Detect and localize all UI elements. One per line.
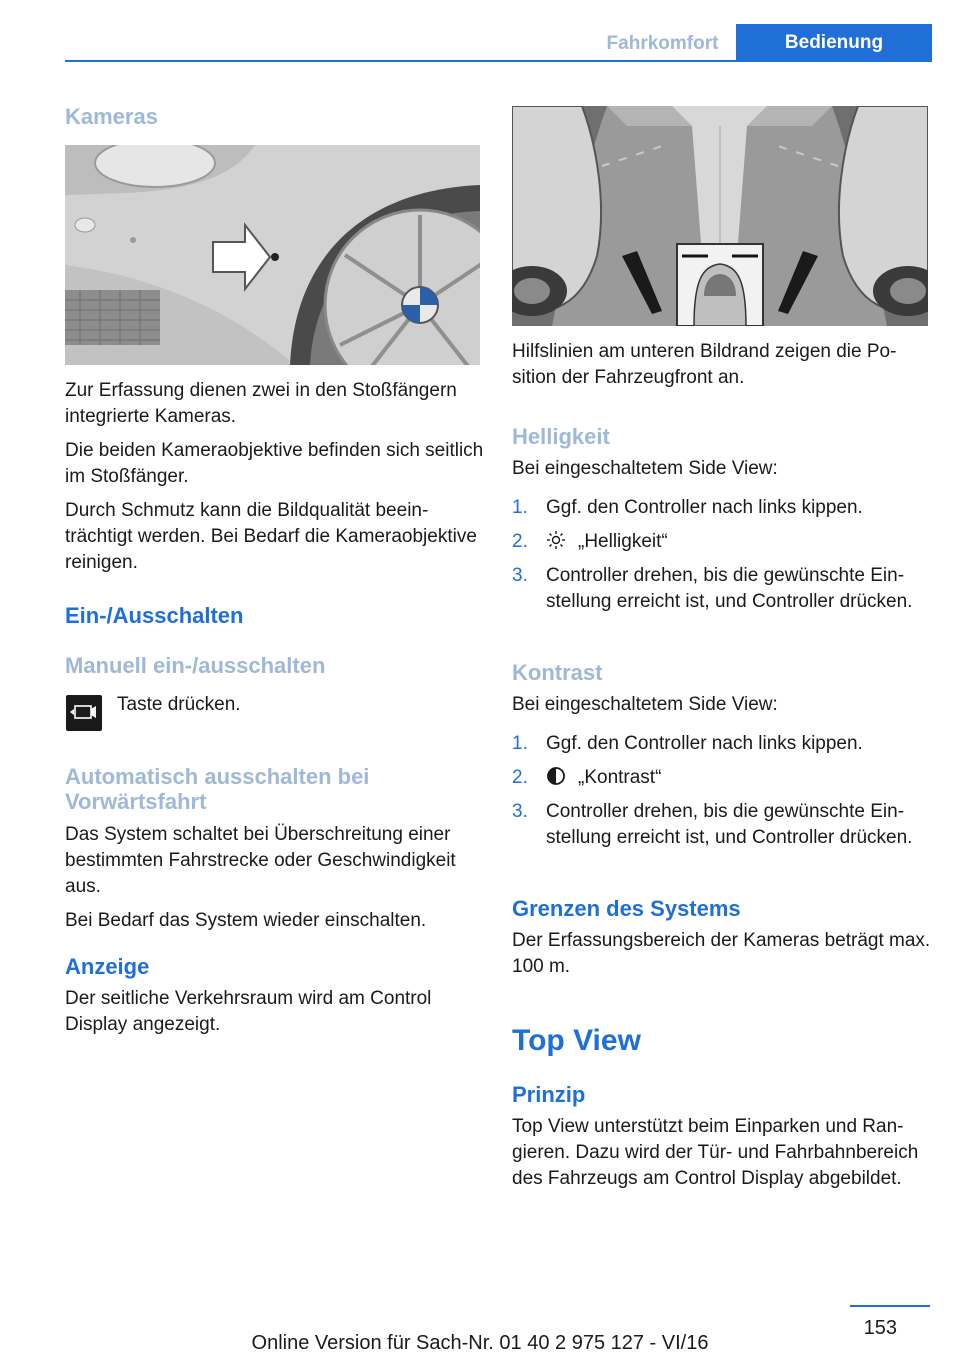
heading-anzeige: Anzeige <box>65 954 150 979</box>
step-text: Controller drehen, bis die gewünschte Einstellung erreicht ist, und Controller drücken. <box>546 565 913 612</box>
list-item <box>512 731 932 757</box>
step-text: Ggf. den Controller nach links kippen. <box>546 497 863 518</box>
step-number: 3. <box>512 565 528 586</box>
heading-grenzen: Grenzen des Systems <box>512 896 741 921</box>
step-text: Controller drehen, bis die gewünschte Einstellung erreicht ist, und Controller drücken. <box>546 801 913 848</box>
paragraph-erfassung: Zur Erfassung dienen zwei in den Stoßfängern integrierte Kameras. <box>65 380 457 427</box>
paragraph-grenzen: Der Erfassungsbereich der Kameras beträgt max. 100 m. <box>512 930 931 977</box>
side-view-button-icon <box>65 694 103 732</box>
helligkeit-steps <box>512 495 932 615</box>
paragraph-wieder-einschalten: Bei Bedarf das System wieder einschalten. <box>65 910 427 931</box>
kontrast-steps <box>512 731 932 851</box>
caption-hilfslinien: Hilfslinien am unteren Bildrand zeigen die Position der Fahrzeugfront an. <box>512 341 897 388</box>
heading-manuell: Manuell ein-/ausschalten <box>65 653 326 678</box>
section-tab-bedienung: Bedienung <box>736 24 932 62</box>
step-number: 2. <box>512 767 528 788</box>
taste-druecken-text: Taste drücken. <box>117 694 241 715</box>
heading-ein-ausschalten: Ein-/Ausschalten <box>65 603 244 628</box>
paragraph-objektive: Die beiden Kameraobjektive befinden sich seitlich im Stoßfänger. <box>65 440 484 487</box>
side-view-display-illustration <box>512 106 928 326</box>
list-item <box>512 529 932 555</box>
list-item <box>512 563 932 615</box>
automatisch-text <box>65 822 485 934</box>
heading-automatisch: Automatisch ausschalten bei Vorwärtsfahrt <box>65 764 370 814</box>
heading-kameras: Kameras <box>65 104 158 129</box>
step-number: 2. <box>512 531 528 552</box>
step-text: „Helligkeit“ <box>578 531 668 552</box>
list-item <box>512 799 932 851</box>
heading-kontrast: Kontrast <box>512 660 603 685</box>
kameras-text <box>65 378 485 576</box>
heading-top-view: Top View <box>512 1024 641 1057</box>
paragraph-system-schaltet: Das System schaltet bei Überschreitung einer bestimmten Fahrstrecke oder Geschwindigkeit aus. <box>65 824 456 897</box>
footer-version-text: Online Version für Sach-Nr. 01 40 2 975 127 - VI/16 <box>251 1332 709 1354</box>
sun-icon <box>546 530 566 550</box>
page-header <box>0 0 960 62</box>
header-rule <box>65 60 932 62</box>
section-tab-fahrkomfort: Fahrkomfort <box>606 33 719 54</box>
page-number: 153 <box>863 1317 897 1339</box>
heading-prinzip: Prinzip <box>512 1082 586 1107</box>
step-number: 1. <box>512 497 528 518</box>
paragraph-prinzip: Top View unterstützt beim Einparken und Rangieren. Dazu wird der Tür- und Fahrbahnbereich des Fahrzeugs am Control Display abgebildet. <box>512 1116 919 1189</box>
camera-bumper-photo <box>65 145 480 365</box>
step-number: 1. <box>512 733 528 754</box>
step-text: Ggf. den Controller nach links kippen. <box>546 733 863 754</box>
intro-helligkeit: Bei eingeschaltetem Side View: <box>512 458 778 479</box>
heading-helligkeit: Helligkeit <box>512 424 610 449</box>
step-number: 3. <box>512 801 528 822</box>
paragraph-anzeige: Der seitliche Verkehrsraum wird am Control Display angezeigt. <box>65 988 432 1035</box>
contrast-icon <box>546 766 566 786</box>
list-item <box>512 765 932 791</box>
list-item <box>512 495 932 521</box>
step-text: „Kontrast“ <box>578 767 662 788</box>
intro-kontrast: Bei eingeschaltetem Side View: <box>512 694 778 715</box>
footer-rule <box>850 1305 930 1307</box>
paragraph-schmutz: Durch Schmutz kann die Bildqualität beeinträchtigt werden. Bei Bedarf die Kameraobjektive reinigen. <box>65 500 477 573</box>
